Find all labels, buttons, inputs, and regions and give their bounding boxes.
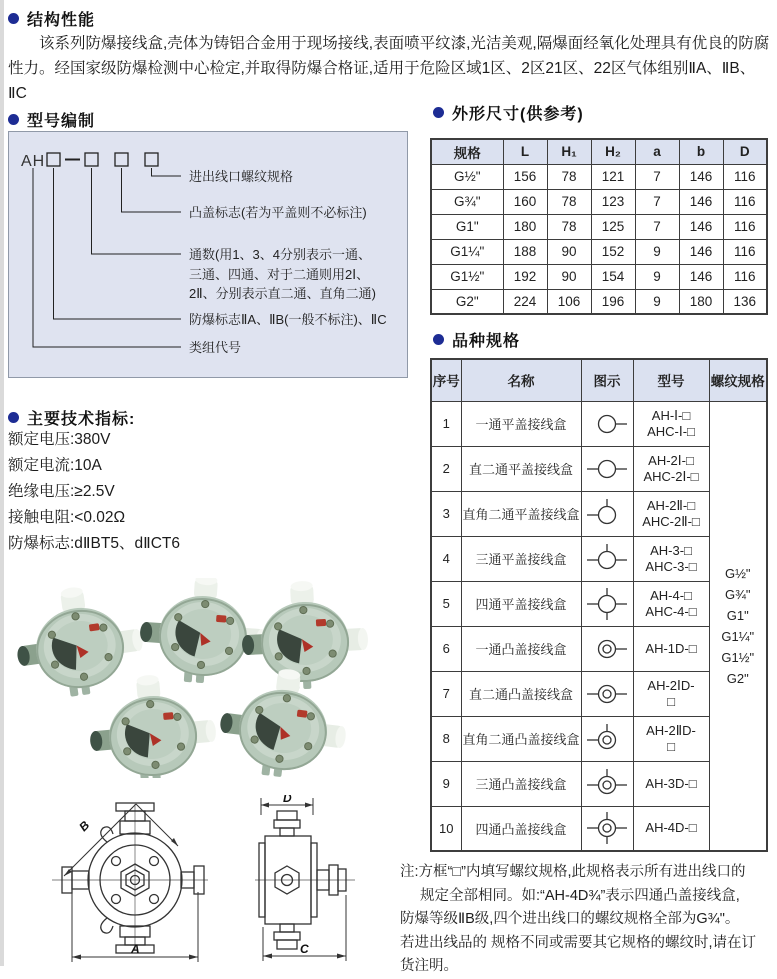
cell: 146: [679, 264, 723, 289]
dimensions-row: [431, 239, 767, 264]
bullet-icon: [8, 114, 19, 125]
cell: 78: [547, 189, 591, 214]
cell: 192: [503, 264, 547, 289]
four-way-flat-cover-icon: [581, 581, 633, 626]
dimensions-table: [430, 138, 768, 315]
dimensions-header-row: [431, 139, 767, 164]
footnote-line: 规定全部相同。如:“AH-4D¾”表示四通凸盖接线盒,: [420, 887, 740, 904]
cell: 78: [547, 164, 591, 189]
footnote-line: 货注明。: [400, 958, 458, 974]
cell: 146: [679, 189, 723, 214]
callout-ways-line1: 通数(用1、3、4分别表示一通、: [189, 247, 372, 262]
callout-thread-spec: 进出线口螺纹规格: [189, 169, 294, 184]
section-structure-title: 结构性能: [27, 12, 96, 29]
product-models: AH-4D-□: [633, 806, 709, 851]
cell: 125: [591, 214, 635, 239]
product-name: 三通平盖接线盒: [461, 536, 581, 581]
cell: G¾": [431, 189, 503, 214]
tech-spec-item: 接触电阻:<0.02Ω: [8, 509, 126, 526]
footnote-line: 防爆等级ⅡB级,四个进出线口的螺纹规格全部为G¾"。: [400, 911, 740, 927]
col-header: 规格: [431, 139, 503, 164]
junction-box-photo: [215, 662, 353, 778]
cell: 180: [679, 289, 723, 314]
cell: G1½": [431, 264, 503, 289]
cell: 7: [635, 189, 679, 214]
col-header: b: [679, 139, 723, 164]
product-models: AH-2Ⅱ-□ AHC-2Ⅱ-□: [633, 491, 709, 536]
cell: 196: [591, 289, 635, 314]
product-no: 4: [431, 536, 461, 581]
product-no: 10: [431, 806, 461, 851]
angle-two-way-raised-cover-icon: [581, 716, 633, 761]
cell: 146: [679, 214, 723, 239]
product-models: AH-4-□ AHC-4-□: [633, 581, 709, 626]
callout-lines: [33, 168, 181, 347]
product-row: [431, 401, 767, 446]
one-way-flat-cover-icon: [581, 401, 633, 446]
col-header: 名称: [461, 359, 581, 401]
junction-box-photo: [137, 578, 270, 687]
section-products-heading: [433, 328, 520, 351]
cell: 106: [547, 289, 591, 314]
callout-class-code: 类组代号: [189, 340, 242, 355]
col-header: H₂: [591, 139, 635, 164]
tech-spec-item: 绝缘电压:≥2.5V: [8, 483, 115, 500]
tech-spec-list: [8, 427, 180, 557]
product-models: AH-2Ⅰ-□ AHC-2Ⅰ-□: [633, 446, 709, 491]
model-code-prefix: AH: [21, 153, 46, 170]
product-models: AH-Ⅰ-□ AHC-Ⅰ-□: [633, 401, 709, 446]
cell: G1¼": [431, 239, 503, 264]
cell: 90: [547, 239, 591, 264]
products-table: [430, 358, 768, 852]
cell: G½": [431, 164, 503, 189]
cell: G1": [431, 214, 503, 239]
product-no: 6: [431, 626, 461, 671]
product-models: AH-3-□ AHC-3-□: [633, 536, 709, 581]
callout-raised-cover: 凸盖标志(若为平盖则不必标注): [189, 205, 367, 220]
dimensions-row: [431, 264, 767, 289]
dimension-label-a: A: [131, 942, 140, 956]
cell: 9: [635, 264, 679, 289]
product-no: 1: [431, 401, 461, 446]
col-header: L: [503, 139, 547, 164]
col-header: D: [723, 139, 767, 164]
product-name: 直二通平盖接线盒: [461, 446, 581, 491]
dimensions-row: [431, 289, 767, 314]
dimensions-row: [431, 189, 767, 214]
callout-ways-line2: 三通、四通、对于二通则用2Ⅰ、: [189, 267, 370, 282]
callout-ex-mark: 防爆标志ⅡA、ⅡB(一般不标注)、ⅡC: [189, 312, 387, 327]
straight-two-way-flat-cover-icon: [581, 446, 633, 491]
product-models: AH-2ⅡD- □: [633, 716, 709, 761]
product-name: 直角二通平盖接线盒: [461, 491, 581, 536]
outline-drawing-front-view: [50, 800, 210, 971]
section-model-heading: [8, 108, 95, 131]
products-header-row: [431, 359, 767, 401]
section-tech-title: 主要技术指标:: [27, 411, 136, 428]
product-name: 一通平盖接线盒: [461, 401, 581, 446]
dimensions-row: [431, 214, 767, 239]
section-dimensions-heading: [433, 101, 584, 124]
bullet-icon: [433, 107, 444, 118]
junction-box-photo: [85, 670, 220, 778]
product-no: 5: [431, 581, 461, 626]
product-models: AH-3D-□: [633, 761, 709, 806]
cell: 123: [591, 189, 635, 214]
product-name: 四通凸盖接线盒: [461, 806, 581, 851]
three-way-raised-cover-icon: [581, 761, 633, 806]
four-way-raised-cover-icon: [581, 806, 633, 851]
model-code-boxes: [47, 153, 158, 166]
cell: 9: [635, 289, 679, 314]
callout-ways-line3: 2Ⅱ、分别表示直二通、直角二通): [189, 286, 376, 301]
cell: 9: [635, 239, 679, 264]
product-name: 三通凸盖接线盒: [461, 761, 581, 806]
thread-specs-list: G½" G¾" G1" G1¼" G1½" G2": [709, 401, 767, 851]
bullet-icon: [8, 13, 19, 24]
product-no: 7: [431, 671, 461, 716]
product-name: 一通凸盖接线盒: [461, 626, 581, 671]
structure-description: 该系列防爆接线盒,壳体为铸铝合金用于现场接线,表面喷平纹漆,光洁美观,隔爆面经氧化处理具有优良的防腐性力。经国家级防爆检测中心检定,并取得防爆合格证,适用于危险区域1区、2区21区、22区气体组别ⅡA、ⅡB、ⅡC: [8, 35, 770, 102]
bullet-icon: [8, 412, 19, 423]
col-header: H₁: [547, 139, 591, 164]
product-name: 直二通凸盖接线盒: [461, 671, 581, 716]
model-code-diagram: [9, 132, 407, 377]
tech-spec-item: 防爆标志:dⅡBT5、dⅡCT6: [8, 535, 181, 552]
section-dimensions-title: 外形尺寸(供参考): [452, 106, 584, 123]
product-no: 3: [431, 491, 461, 536]
cell: 116: [723, 214, 767, 239]
bullet-icon: [433, 334, 444, 345]
footnote-line: 注:方框“□”内填写螺纹规格,此规格表示所有进出线口的: [400, 864, 746, 880]
junction-box-photo: [239, 578, 370, 692]
cell: 116: [723, 189, 767, 214]
outline-drawing-side-view: [255, 795, 355, 971]
dimension-label-b: B: [76, 818, 93, 835]
section-products-title: 品种规格: [452, 333, 521, 350]
cell: 146: [679, 239, 723, 264]
footnote: [400, 861, 776, 979]
cell: 78: [547, 214, 591, 239]
junction-box-photo: [9, 579, 149, 703]
col-header: 螺纹规格: [709, 359, 767, 401]
section-structure-heading: [8, 7, 95, 30]
cell: 7: [635, 214, 679, 239]
footnote-line: 若进出线品的 规格不同或需要其它规格的螺纹时,请在订: [400, 934, 757, 951]
product-models: AH-1D-□: [633, 626, 709, 671]
col-header: 型号: [633, 359, 709, 401]
cell: G2": [431, 289, 503, 314]
col-header: 图示: [581, 359, 633, 401]
section-tech-heading: [8, 406, 135, 429]
cell: 180: [503, 214, 547, 239]
cell: 116: [723, 264, 767, 289]
cell: 121: [591, 164, 635, 189]
col-header: a: [635, 139, 679, 164]
dimensions-row: [431, 164, 767, 189]
cell: 90: [547, 264, 591, 289]
three-way-flat-cover-icon: [581, 536, 633, 581]
model-designation-diagram: [8, 131, 408, 378]
dimension-label-d: D: [283, 795, 292, 805]
cell: 116: [723, 239, 767, 264]
product-no: 9: [431, 761, 461, 806]
angle-two-way-flat-cover-icon: [581, 491, 633, 536]
cell: 154: [591, 264, 635, 289]
product-models: AH-2ⅠD- □: [633, 671, 709, 716]
tech-spec-item: 额定电流:10A: [8, 457, 102, 474]
product-no: 8: [431, 716, 461, 761]
cell: 116: [723, 164, 767, 189]
product-no: 2: [431, 446, 461, 491]
cell: 224: [503, 289, 547, 314]
cell: 160: [503, 189, 547, 214]
dimension-label-c: C: [300, 942, 309, 956]
col-header: 序号: [431, 359, 461, 401]
cell: 152: [591, 239, 635, 264]
tech-spec-item: 额定电压:380V: [8, 431, 111, 448]
cell: 136: [723, 289, 767, 314]
one-way-raised-cover-icon: [581, 626, 633, 671]
cell: 146: [679, 164, 723, 189]
straight-two-way-raised-cover-icon: [581, 671, 633, 716]
cell: 156: [503, 164, 547, 189]
product-name: 四通平盖接线盒: [461, 581, 581, 626]
cell: 188: [503, 239, 547, 264]
section-model-title: 型号编制: [27, 113, 96, 130]
product-photos: [8, 578, 408, 783]
cell: 7: [635, 164, 679, 189]
product-name: 直角二通凸盖接线盒: [461, 716, 581, 761]
page-edge-strip: [0, 0, 4, 966]
